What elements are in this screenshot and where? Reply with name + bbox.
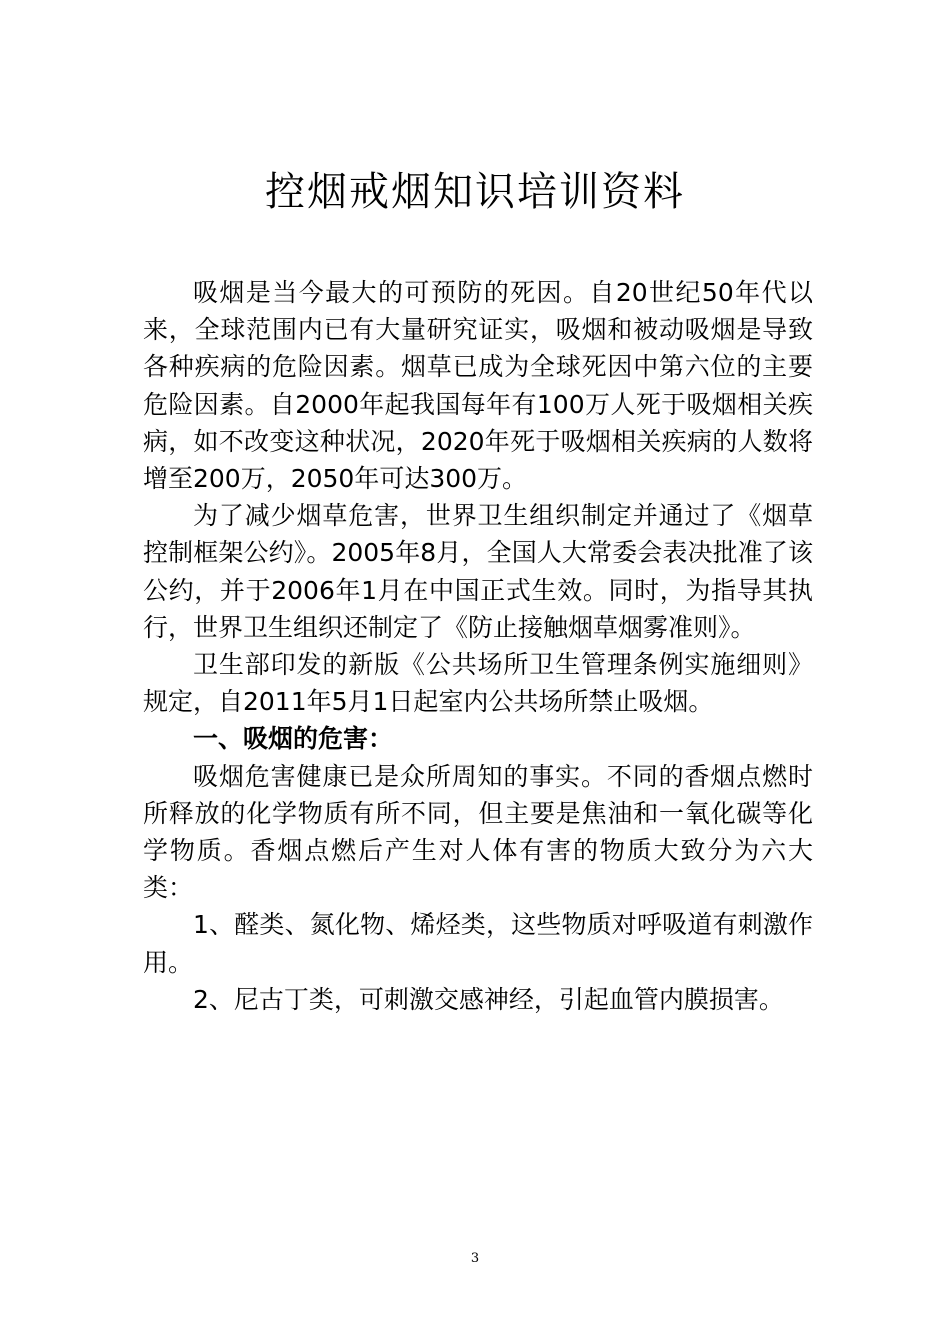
document-body (143, 274, 813, 1018)
paragraph-smoking-harms-intro: 吸烟危害健康已是众所周知的事实。不同的香烟点燃时所释放的化学物质有所不同，但主要是焦油和一氧化碳等化学物质。香烟点燃后产生对人体有害的物质大致分为六大类： (143, 761, 813, 903)
list-item-aldehydes: 1、醛类、氮化物、烯烃类，这些物质对呼吸道有刺激作用。 (143, 910, 813, 977)
paragraph-tobacco-control-convention: 为了减少烟草危害，世界卫生组织制定并通过了《烟草控制框架公约》。2005年8月，全国人大常委会表决批准了该公约，并于2006年1月在中国正式生效。同时，为指导其执行，世界卫生组织还制定了《防止接触烟草烟雾准则》。 (143, 501, 813, 642)
section-heading-smoking-harms: 一、吸烟的危害： (193, 724, 394, 754)
paragraph-smoking-death-cause: 吸烟是当今最大的可预防的死因。自20世纪50年代以来，全球范围内已有大量研究证实，吸烟和被动吸烟是导致各种疾病的危险因素。烟草已成为全球死因中第六位的主要危险因素。自2000年起我国每年有100万人死于吸烟相关疾病，如不改变这种状况，2020年死于吸烟相关疾病的人数将增至200万，2050年可达300万。 (143, 278, 813, 494)
list-item-nicotine: 2、尼古丁类，可刺激交感神经，引起血管内膜损害。 (193, 984, 784, 1014)
paragraph-public-place-ban: 卫生部印发的新版《公共场所卫生管理条例实施细则》规定，自2011年5月1日起室内公共场所禁止吸烟。 (143, 650, 813, 717)
document-title: 控烟戒烟知识培训资料 (265, 169, 685, 215)
page-number: 3 (470, 1251, 480, 1266)
